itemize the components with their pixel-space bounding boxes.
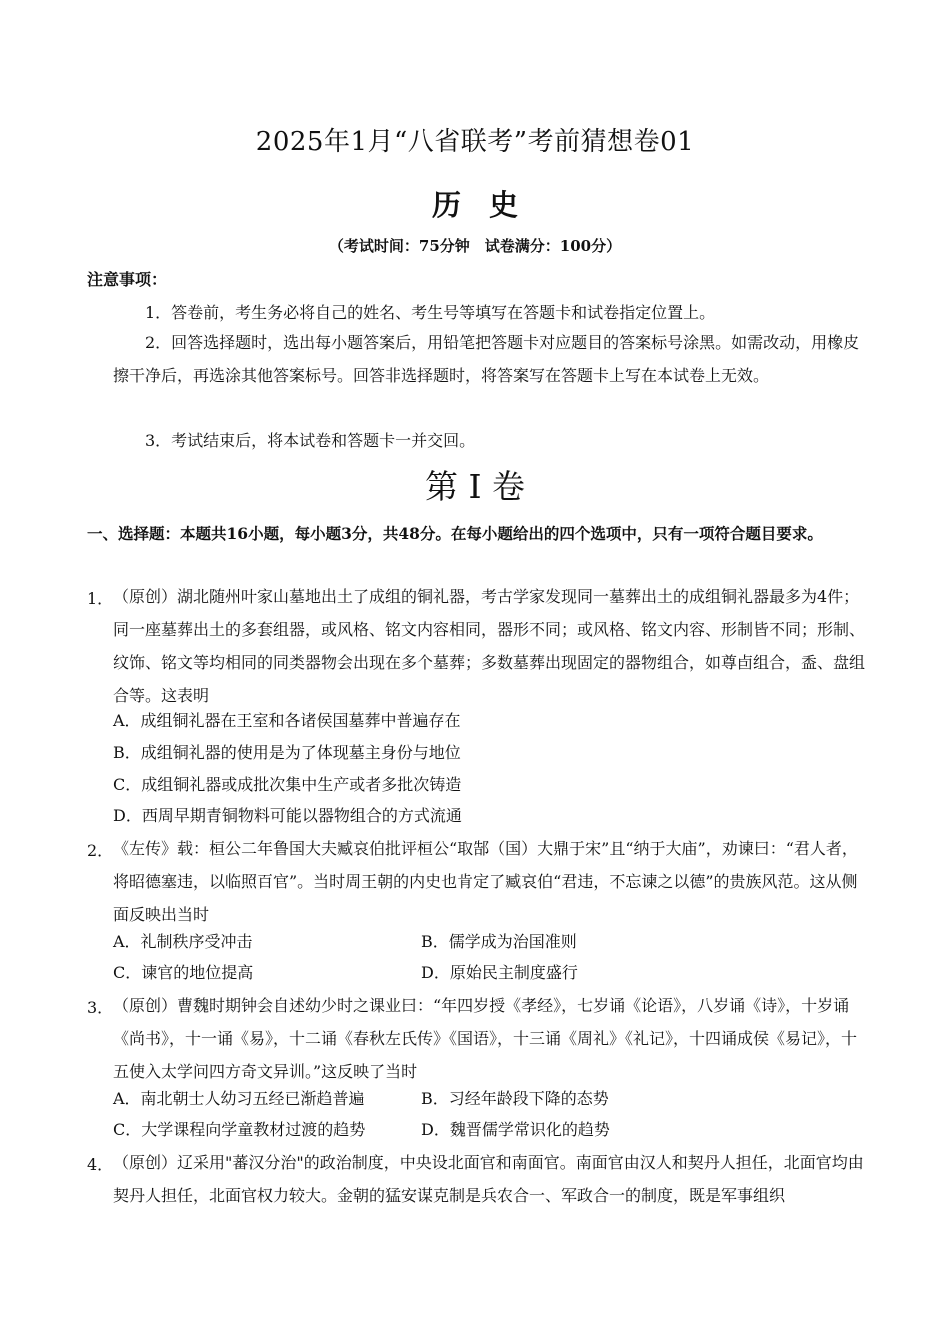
question-3 <box>87 989 869 1088</box>
question-3-option-a[interactable]: A．南北朝士人幼习五经已渐趋普遍 <box>113 1089 365 1108</box>
section-instructions: 一、选择题：本题共16小题，每小题3分，共48分。在每小题给出的四个选项中，只有一项符合题目要求。 <box>87 524 823 543</box>
notes-heading: 注意事项： <box>87 270 168 289</box>
question-2 <box>87 832 869 931</box>
question-1-option-c[interactable]: C．成组铜礼器或成批次集中生产或者多批次铸造 <box>113 775 462 794</box>
question-2-option-b[interactable]: B．儒学成为治国准则 <box>421 932 577 951</box>
question-1-option-b[interactable]: B．成组铜礼器的使用是为了体现墓主身份与地位 <box>113 743 461 762</box>
question-stem: （原创）曹魏时期钟会自述幼少时之课业曰：“年四岁授《孝经》，七岁诵《论语》，八岁诵《诗》，十岁诵《尚书》，十一诵《易》，十二诵《春秋左氏传》《国语》，十三诵《周礼》《礼记》，十四诵成侯《易记》，十五使入太学问四方奇文异训。”这反映了当时 <box>113 996 858 1081</box>
question-number: 3． <box>87 998 114 1017</box>
exam-title: 2025年1月“八省联考”考前猜想卷01 <box>255 127 695 157</box>
question-stem: （原创）湖北随州叶家山墓地出土了成组的铜礼器，考古学家发现同一墓葬出土的成组铜礼器最多为4件；同一座墓葬出土的多套组器，或风格、铭文内容相同，器形不同；或风格、铭文内容、形制皆不同；形制、纹饰、铭文等均相同的同类器物会出现在多个墓葬；多数墓葬出现固定的器物组合，如尊卣组合，盉、盘组合等。这表明 <box>113 587 866 705</box>
question-stem: 《左传》载：桓公二年鲁国大夫臧哀伯批评桓公“取郜（国）大鼎于宋”且“纳于大庙”，劝谏曰：“君人者，将昭德塞违，以临照百官”。当时周王朝的内史也肯定了臧哀伯“君违，不忘谏之以德”的贵族风范。这从侧面反映出当时 <box>113 839 858 924</box>
question-2-option-d[interactable]: D．原始民主制度盛行 <box>421 963 578 982</box>
note-item: 1．答卷前，考生务必将自己的姓名、考生号等填写在答题卡和试卷指定位置上。 <box>145 303 716 322</box>
question-4 <box>87 1146 869 1212</box>
note-item: 2．回答选择题时，选出每小题答案后，用铅笔把答题卡对应题目的答案标号涂黑。如需改动，用橡皮擦干净后，再选涂其他答案标号。回答非选择题时，将答案写在答题卡上写在本试卷上无效。 <box>113 333 860 385</box>
subject-title: 历史 <box>431 188 546 222</box>
question-number: 1． <box>87 589 114 608</box>
note-item: 3．考试结束后，将本试卷和答题卡一并交回。 <box>145 431 476 450</box>
question-3-option-d[interactable]: D．魏晋儒学常识化的趋势 <box>421 1120 610 1139</box>
question-number: 4． <box>87 1155 114 1174</box>
question-1 <box>87 580 869 712</box>
question-2-option-a[interactable]: A．礼制秩序受冲击 <box>113 932 253 951</box>
question-number: 2． <box>87 841 114 860</box>
question-1-option-a[interactable]: A．成组铜礼器在王室和各诸侯国墓葬中普遍存在 <box>113 711 461 730</box>
question-2-option-c[interactable]: C．谏官的地位提高 <box>113 963 254 982</box>
question-1-option-d[interactable]: D．西周早期青铜物料可能以器物组合的方式流通 <box>113 806 462 825</box>
question-3-option-c[interactable]: C．大学课程向学童教材过渡的趋势 <box>113 1120 366 1139</box>
exam-meta: （考试时间：75分钟 试卷满分：100分） <box>328 237 622 255</box>
section-title: 第 I 卷 <box>424 467 525 506</box>
question-3-option-b[interactable]: B．习经年龄段下降的态势 <box>421 1089 609 1108</box>
question-stem: （原创）辽采用"蕃汉分治"的政治制度，中央设北面官和南面官。南面官由汉人和契丹人担任，北面官均由契丹人担任，北面官权力较大。金朝的猛安谋克制是兵农合一、军政合一的制度，既是军事组织 <box>113 1153 864 1205</box>
